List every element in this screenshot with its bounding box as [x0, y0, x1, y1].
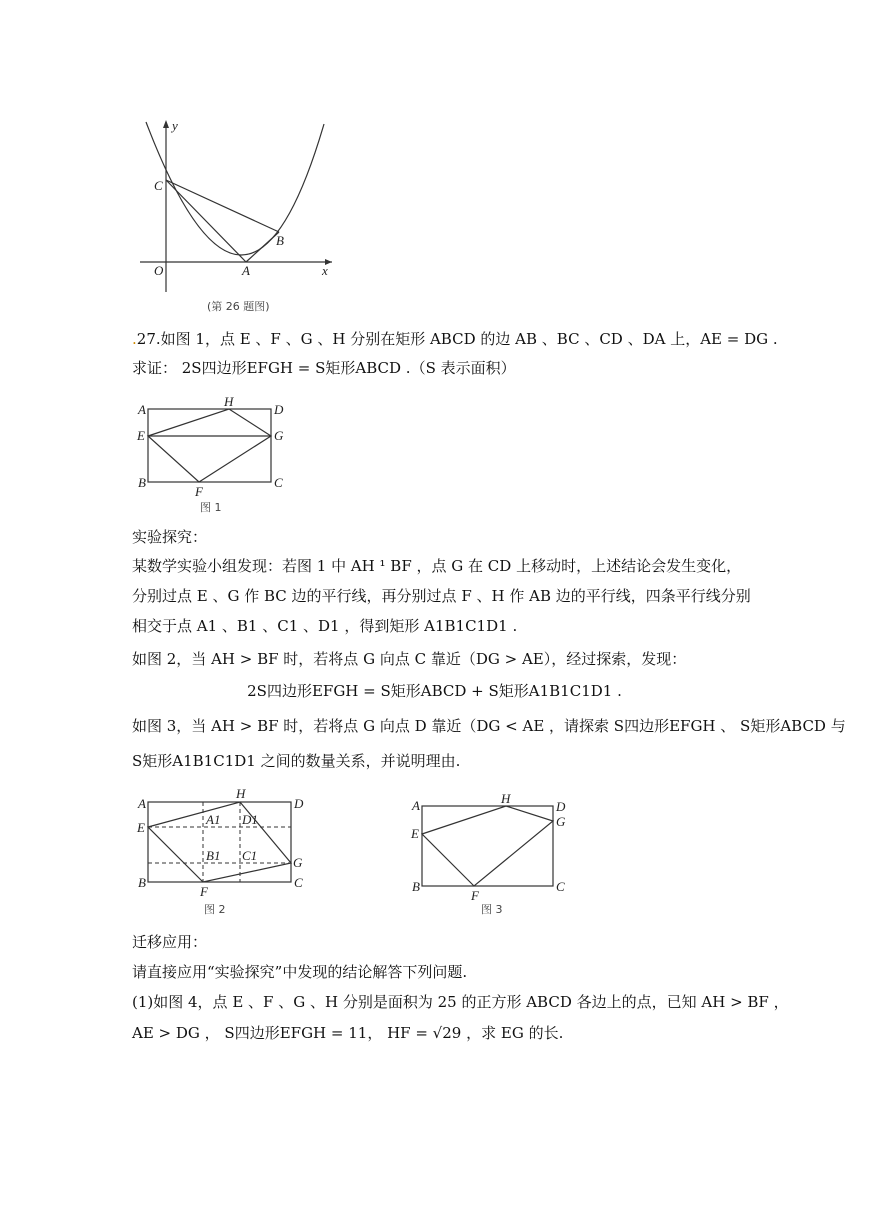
figure-26-caption: (第 26 题图): [207, 300, 270, 313]
figure-26: [132, 112, 342, 317]
explore-formula: 2S四边形EFGH = S矩形ABCD + S矩形A1B1C1D1 .: [247, 682, 622, 700]
fig3-A: A: [412, 798, 420, 813]
fig2-C1: C1: [242, 848, 258, 863]
fig2-D1: D1: [242, 812, 258, 827]
problem-27-line2: 求证： 2S四边形EFGH = S矩形ABCD .（S 表示面积）: [132, 359, 516, 377]
apply-heading: 迁移应用：: [132, 933, 208, 951]
fig3-B: B: [412, 879, 420, 894]
explore-line3: 相交于点 A1 、B1 、C1 、D1 ，得到矩形 A1B1C1D1 .: [132, 617, 518, 635]
fig1-B: B: [138, 475, 146, 490]
figure-1-caption: 图 1: [200, 501, 222, 514]
fig1-E: E: [137, 428, 145, 443]
point-A-label: A: [242, 263, 250, 278]
fig2-G: G: [293, 855, 303, 870]
fig2-F: F: [200, 884, 208, 899]
fig2-C: C: [294, 875, 303, 890]
explore-line1: 某数学实验小组发现：若图 1 中 AH ¹ BF ，点 G 在 CD 上移动时，上述结论会发生变化，: [132, 557, 742, 575]
figure-2-caption: 图 2: [204, 903, 226, 916]
fig1-H: H: [224, 395, 234, 409]
problem-27-line1: .27.如图 1，点 E 、F 、G 、H 分别在矩形 ABCD 的边 AB 、BC 、CD 、DA 上，AE = DG .: [132, 330, 778, 348]
fig3-H: H: [501, 791, 511, 806]
fig1-A: A: [138, 402, 146, 417]
figure-1: [132, 395, 292, 520]
figure-3-caption: 图 3: [481, 903, 503, 916]
figure-2: [132, 785, 312, 920]
apply-line3: AE > DG ， S四边形EFGH = 11， HF = √29 ，求 EG 的长.: [132, 1024, 564, 1042]
explore-line2: 分别过点 E 、G 作 BC 边的平行线，再分别过点 F 、H 作 AB 边的平行线，四条平行线分别: [132, 587, 751, 605]
explore-heading: 实验探究：: [132, 528, 208, 546]
explore-line5: 如图 3，当 AH > BF 时，若将点 G 向点 D 靠近（DG < AE ，请探索 S四边形EFGH 、 S矩形ABCD 与: [132, 717, 846, 735]
apply-line1: 请直接应用“实验探究”中发现的结论解答下列问题.: [132, 963, 468, 981]
fig1-D: D: [274, 402, 284, 417]
explore-line4: 如图 2，当 AH > BF 时，若将点 G 向点 C 靠近（DG > AE），经过探索，发现：: [132, 650, 687, 668]
apply-line2: (1)如图 4，点 E 、F 、G 、H 分别是面积为 25 的正方形 ABCD 各边上的点，已知 AH > BF ，: [132, 993, 789, 1011]
fig2-A1: A1: [206, 812, 221, 827]
axis-y-label: y: [172, 118, 178, 133]
fig1-G: G: [274, 428, 284, 443]
fig2-A: A: [138, 796, 146, 811]
point-B-label: B: [276, 233, 284, 248]
explore-line6: S矩形A1B1C1D1 之间的数量关系，并说明理由.: [132, 752, 461, 770]
fig2-B1: B1: [206, 848, 221, 863]
axis-x-label: x: [322, 263, 328, 278]
fig3-E: E: [411, 826, 419, 841]
fig3-D: D: [556, 799, 566, 814]
fig2-H: H: [236, 786, 246, 801]
figure-3: [405, 790, 580, 920]
fig1-F: F: [195, 484, 203, 499]
fig2-D: D: [294, 796, 304, 811]
fig2-B: B: [138, 875, 146, 890]
fig2-E: E: [137, 820, 145, 835]
point-O-label: O: [154, 263, 164, 278]
point-C-label: C: [154, 178, 163, 193]
fig1-C: C: [274, 475, 283, 490]
fig3-G: G: [556, 814, 566, 829]
fig3-F: F: [471, 888, 479, 903]
fig3-C: C: [556, 879, 565, 894]
